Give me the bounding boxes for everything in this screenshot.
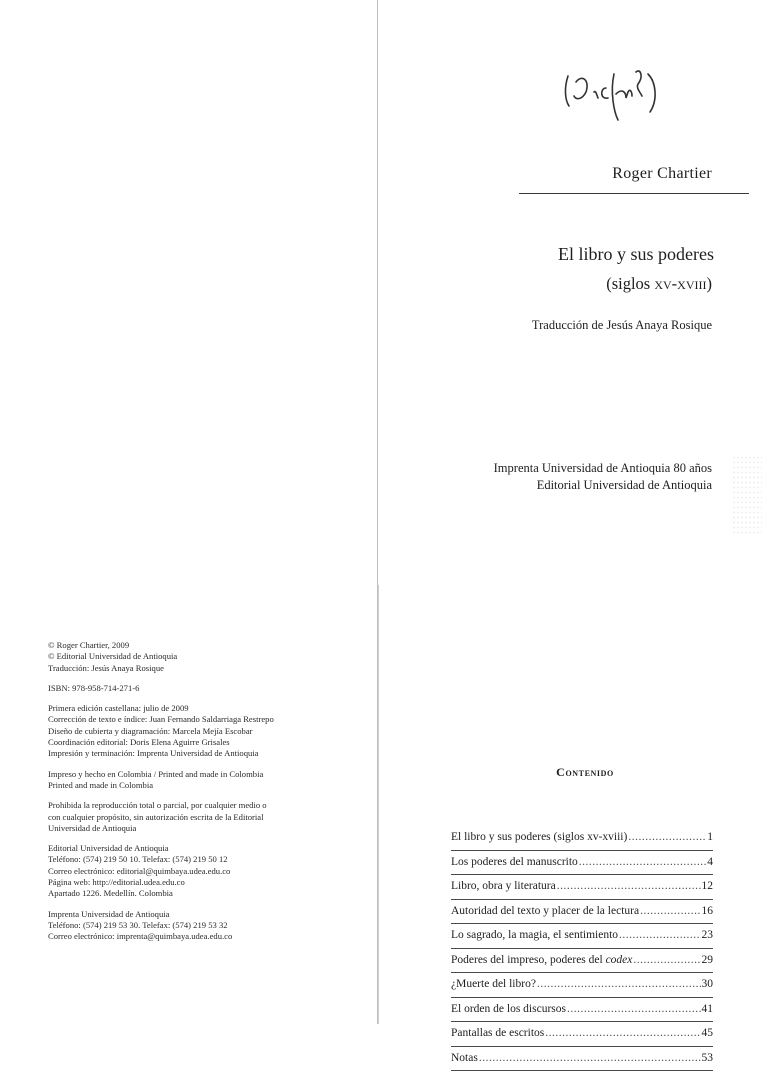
toc-entry	[451, 924, 713, 949]
toc-leader-dots	[579, 851, 706, 875]
toc-entry-page: 1	[707, 826, 713, 850]
credits-line: Printed and made in Colombia	[48, 780, 348, 791]
credits-block	[48, 769, 348, 792]
credits-line: Apartado 1226. Medellín. Colombia	[48, 888, 348, 899]
copyright-credits	[48, 640, 348, 952]
translator-credit: Traducción de Jesús Anaya Rosique	[532, 318, 712, 333]
contents-heading: Contenido	[450, 765, 720, 780]
toc-entry-title: Pantallas de escritos	[451, 1022, 544, 1046]
credits-line: © Editorial Universidad de Antioquia	[48, 651, 348, 662]
toc-entry	[451, 875, 713, 900]
publisher-line: Imprenta Universidad de Antioquia 80 años	[494, 460, 712, 477]
credits-line: Diseño de cubierta y diagramación: Marcela Mejía Escobar	[48, 726, 348, 737]
toc-entry-page: 53	[702, 1047, 714, 1071]
toc-leader-dots	[640, 900, 700, 924]
table-of-contents	[451, 826, 713, 1071]
toc-entry	[451, 1022, 713, 1047]
toc-entry-title: Notas	[451, 1047, 478, 1071]
toc-entry	[451, 1047, 713, 1071]
subtitle-suffix: )	[707, 274, 713, 293]
toc-entry	[451, 973, 713, 998]
author-name: Roger Chartier	[612, 165, 712, 183]
toc-entry-page: 12	[702, 875, 714, 899]
credits-block	[48, 640, 348, 674]
publisher-block	[494, 460, 712, 494]
toc-entry-page: 16	[702, 900, 714, 924]
credits-line: Corrección de texto e índice: Juan Fernando Saldarriaga Restrepo	[48, 714, 348, 725]
credits-line: Coordinación editorial: Doris Elena Aguirre Grisales	[48, 737, 348, 748]
toc-leader-dots	[557, 875, 701, 899]
toc-entry-page: 45	[702, 1022, 714, 1046]
toc-leader-dots	[567, 998, 701, 1022]
toc-leader-dots	[628, 826, 706, 850]
toc-entry-title: El orden de los discursos	[451, 998, 566, 1022]
credits-line: Teléfono: (574) 219 50 10. Telefax: (574) 219 50 12	[48, 854, 348, 865]
toc-entry-title: Poderes del impreso, poderes del codex	[451, 949, 632, 973]
credits-line: Traducción: Jesús Anaya Rosique	[48, 663, 348, 674]
book-subtitle	[606, 274, 712, 294]
subtitle-prefix: (siglos	[606, 274, 654, 293]
page-fold-line-lower	[378, 585, 379, 1024]
book-title: El libro y sus poderes	[558, 244, 714, 265]
toc-entry	[451, 826, 713, 851]
toc-entry-title: Autoridad del texto y placer de la lectura	[451, 900, 639, 924]
toc-entry-page: 29	[702, 949, 714, 973]
credits-block	[48, 703, 348, 759]
credits-line: Impresión y terminación: Imprenta Universidad de Antioquia	[48, 748, 348, 759]
toc-entry	[451, 998, 713, 1023]
credits-line: Teléfono: (574) 219 53 30. Telefax: (574) 219 53 32	[48, 920, 348, 931]
toc-leader-dots	[633, 949, 700, 973]
toc-entry-title: Libro, obra y literatura	[451, 875, 556, 899]
credits-line: Página web: http://editorial.udea.edu.co	[48, 877, 348, 888]
credits-line: Correo electrónico: editorial@quimbaya.udea.edu.co	[48, 866, 348, 877]
credits-line: © Roger Chartier, 2009	[48, 640, 348, 651]
author-rule	[519, 193, 749, 194]
toc-entry-title: ¿Muerte del libro?	[451, 973, 536, 997]
credits-line: Primera edición castellana: julio de 2009	[48, 703, 348, 714]
toc-entry	[451, 851, 713, 876]
toc-entry-page: 4	[707, 851, 713, 875]
toc-leader-dots	[479, 1047, 701, 1071]
credits-line: Imprenta Universidad de Antioquia	[48, 909, 348, 920]
toc-entry-title: Lo sagrado, la magia, el sentimiento	[451, 924, 618, 948]
credits-line: Correo electrónico: imprenta@quimbaya.udea.edu.co	[48, 931, 348, 942]
toc-leader-dots	[545, 1022, 700, 1046]
toc-entry	[451, 900, 713, 925]
toc-entry-page: 30	[702, 973, 714, 997]
credits-line: con cualquier propósito, sin autorización escrita de la Editorial	[48, 812, 348, 823]
credits-line: Impreso y hecho en Colombia / Printed and made in Colombia	[48, 769, 348, 780]
credits-block	[48, 843, 348, 899]
credits-block	[48, 683, 348, 694]
toc-entry-title: Los poderes del manuscrito	[451, 851, 578, 875]
toc-entry	[451, 949, 713, 974]
credits-line: ISBN: 978-958-714-271-6	[48, 683, 348, 694]
toc-leader-dots	[537, 973, 701, 997]
scan-noise	[732, 455, 762, 535]
toc-leader-dots	[619, 924, 700, 948]
toc-entry-title: El libro y sus poderes (siglos xv-xviii)	[451, 826, 627, 850]
handwritten-signature	[560, 62, 700, 132]
credits-block	[48, 909, 348, 943]
credits-line: Editorial Universidad de Antioquia	[48, 843, 348, 854]
credits-block	[48, 800, 348, 834]
toc-entry-page: 23	[702, 924, 714, 948]
credits-line: Universidad de Antioquia	[48, 823, 348, 834]
credits-line: Prohibida la reproducción total o parcial, por cualquier medio o	[48, 800, 348, 811]
subtitle-centuries: xv-xviii	[654, 274, 706, 293]
toc-entry-page: 41	[702, 998, 714, 1022]
publisher-line: Editorial Universidad de Antioquia	[494, 477, 712, 494]
